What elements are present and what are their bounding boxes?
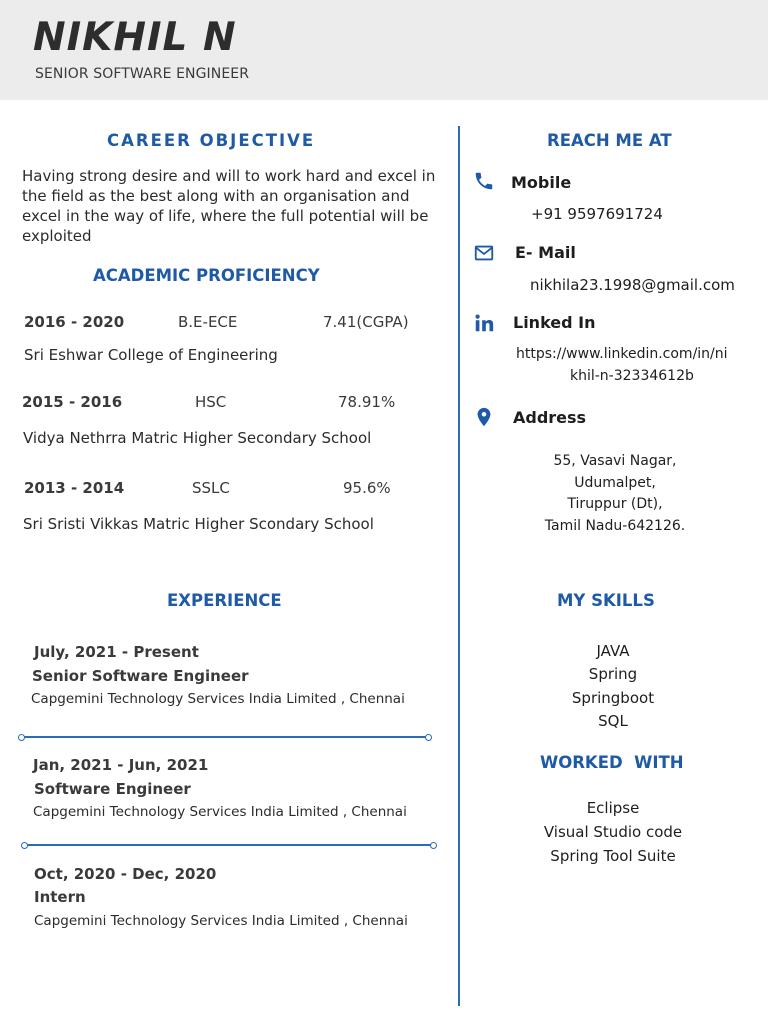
- experience-company: Capgemini Technology Services India Limited , Chennai: [31, 691, 405, 707]
- academic-years: 2013 - 2014: [24, 479, 125, 497]
- experience-company: Capgemini Technology Services India Limited , Chennai: [33, 804, 407, 820]
- academic-years: 2015 - 2016: [22, 393, 123, 411]
- tools-list: [528, 796, 698, 868]
- address-line: Tamil Nadu-642126.: [544, 517, 686, 534]
- skills-list: [553, 640, 673, 733]
- linkedin-label: Linked In: [513, 313, 596, 332]
- experience-title: Software Engineer: [34, 780, 191, 798]
- person-name: NIKHIL N: [33, 15, 237, 60]
- experience-dates: Jan, 2021 - Jun, 2021: [33, 756, 209, 774]
- tool-item: Spring Tool Suite: [550, 847, 676, 865]
- mobile-value[interactable]: +91 9597691724: [531, 205, 663, 223]
- linkedin-url-line1[interactable]: https://www.linkedin.com/in/ni: [516, 346, 728, 362]
- linkedin-icon: [473, 312, 495, 334]
- header-banner: [0, 0, 768, 100]
- reach-me-heading: REACH ME AT: [547, 131, 672, 150]
- experience-separator: [24, 844, 434, 846]
- email-value[interactable]: nikhila23.1998@gmail.com: [530, 276, 735, 294]
- skill-item: Springboot: [571, 688, 655, 707]
- address-line: Tiruppur (Dt),: [567, 496, 663, 512]
- academic-institution: Sri Sristi Vikkas Matric Higher Scondary School: [23, 515, 374, 533]
- address-label: Address: [513, 408, 587, 427]
- job-title: SENIOR SOFTWARE ENGINEER: [35, 66, 250, 82]
- academic-degree: SSLC: [192, 479, 230, 497]
- phone-icon: [473, 170, 495, 192]
- linkedin-url-line2[interactable]: khil-n-32334612b: [570, 368, 694, 384]
- mobile-label: Mobile: [511, 173, 572, 192]
- academic-score: 7.41(CGPA): [323, 313, 409, 331]
- experience-dates: Oct, 2020 - Dec, 2020: [34, 865, 217, 883]
- address-line: Udumalpet,: [574, 474, 656, 491]
- email-label: E- Mail: [515, 243, 576, 262]
- experience-title: Intern: [34, 888, 86, 906]
- academic-institution: Sri Eshwar College of Engineering: [24, 346, 278, 364]
- academic-score: 95.6%: [343, 479, 391, 497]
- skill-item: SQL: [598, 711, 628, 730]
- academic-degree: HSC: [195, 393, 227, 411]
- career-objective-heading: CAREER OBJECTIVE: [107, 131, 316, 150]
- experience-separator: [21, 736, 429, 738]
- academic-years: 2016 - 2020: [24, 313, 125, 331]
- skill-item: JAVA: [596, 642, 630, 660]
- career-objective-text: Having strong desire and will to work hard and excel in the field as the best along with an organisation and excel in the way of life, where the full potential will be exploited: [22, 167, 436, 245]
- location-pin-icon: [473, 406, 495, 428]
- tool-item: Eclipse: [586, 799, 640, 817]
- skills-heading: MY SKILLS: [557, 591, 655, 610]
- tool-item: Visual Studio code: [543, 823, 683, 841]
- address-line: 55, Vasavi Nagar,: [553, 453, 677, 469]
- skill-item: Spring: [588, 665, 638, 684]
- academic-score: 78.91%: [338, 393, 396, 411]
- address-block: [520, 451, 710, 537]
- mail-icon: [473, 242, 495, 264]
- experience-heading: EXPERIENCE: [167, 591, 282, 610]
- experience-company: Capgemini Technology Services India Limited , Chennai: [34, 913, 408, 929]
- column-divider: [458, 126, 460, 1006]
- experience-title: Senior Software Engineer: [32, 667, 249, 685]
- worked-with-heading: WORKED WITH: [540, 753, 684, 772]
- academic-institution: Vidya Nethrra Matric Higher Secondary School: [23, 429, 372, 447]
- academic-degree: B.E-ECE: [178, 313, 238, 331]
- academic-heading: ACADEMIC PROFICIENCY: [93, 266, 320, 285]
- experience-dates: July, 2021 - Present: [34, 643, 199, 661]
